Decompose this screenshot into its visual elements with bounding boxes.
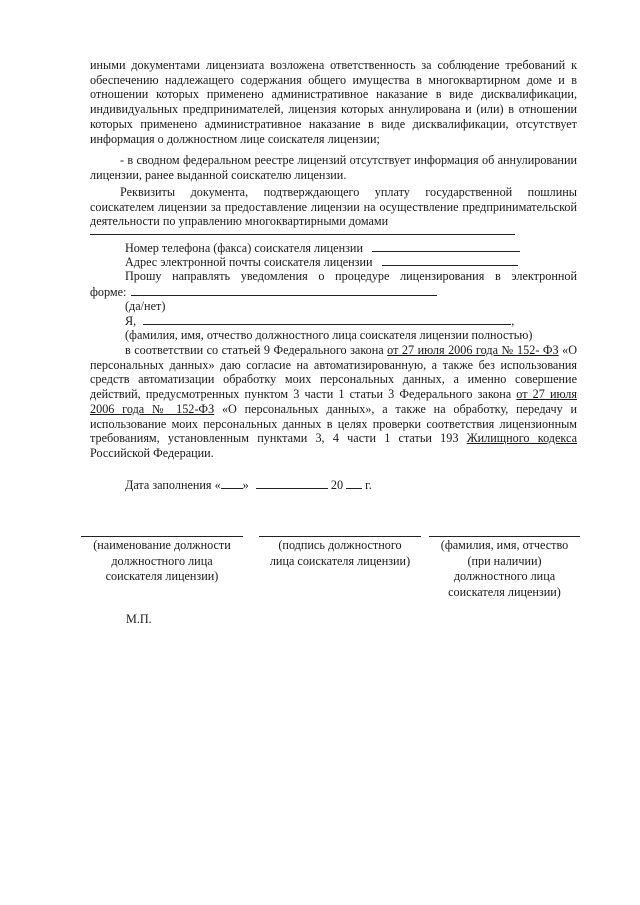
caption-position-line-2: должностного лица xyxy=(111,553,213,568)
date-year-prefix: 20 xyxy=(330,478,344,492)
consent-part-4: Российской Федерации. xyxy=(90,445,214,460)
paragraph-responsibility: иными документами лицензиата возложена ответственность за соблюдение требований к обеспечению надлежащего содержания общего имущества в многоквартирном доме и в отношении которых применено административное наказание в виде дисквалификации, индивидуальных предпринимателей, лицензия которых аннулирована и (или) в отношении которых применено административное наказание в виде дисквалификации, отсутствует информация о должностном лице соискателя лицензии; xyxy=(90,58,577,146)
notify-request: Прошу направлять уведомления о процедуре лицензирования в электронной xyxy=(125,269,577,283)
date-day-field[interactable] xyxy=(221,477,243,489)
email-label: Адрес электронной почты соискателя лицензии xyxy=(125,255,373,269)
fio-comma: , xyxy=(511,314,515,328)
phone-field[interactable] xyxy=(372,240,520,252)
date-year-field[interactable] xyxy=(346,477,362,489)
fee-requisites-line[interactable] xyxy=(90,234,515,235)
fullname-signature-line[interactable] xyxy=(429,536,580,537)
email-field[interactable] xyxy=(382,254,518,266)
date-label: Дата заполнения « xyxy=(125,478,221,492)
notify-form-field[interactable] xyxy=(131,284,437,296)
fio-row xyxy=(125,313,514,329)
caption-position-line-1: (наименование должности xyxy=(93,538,231,552)
yes-no-hint: (да/нет) xyxy=(125,299,166,313)
date-year-suffix: г. xyxy=(365,478,372,492)
phone-label: Номер телефона (факса) соискателя лицензии xyxy=(125,241,363,255)
notify-form-label: форме: xyxy=(90,285,127,299)
consent-part-2: «О персональных данных» даю согласие на автоматизированную, а также без использования средств автоматизации обработку моих персональных данных, а именно совершение действий, предусмотренных пунктом 3 части 1 статьи 3 Федерального закона xyxy=(90,343,577,402)
law-link-152fz-2[interactable]: от 27 июля 2006 года № 152-ФЗ xyxy=(90,387,577,416)
date-close-quote: » xyxy=(242,478,249,492)
paragraph-fee-requisites: Реквизиты документа, подтверждающего уплату государственной пошлины соискателем лицензии за предоставление лицензии на осуществление предпринимательской деятельности по управлению многоквартирными домами xyxy=(90,185,577,229)
i-label: Я, xyxy=(125,314,137,328)
fill-date-row xyxy=(125,477,372,493)
consent-part-1: в соответствии со статьей 9 Федерального закона xyxy=(125,343,388,357)
fio-field[interactable] xyxy=(143,313,511,325)
caption-signature xyxy=(254,538,426,569)
consent-part-3: «О персональных данных», а также на обработку, передачу и использование моих персональных данных в целях проверки соответствия лицензионным требованиям, установленным пунктами 3, 4 части 1 статьи 193 xyxy=(90,401,577,446)
law-link-152fz[interactable]: от 27 июля 2006 года № 152- ФЗ xyxy=(387,343,559,357)
caption-fullname-line-2: (при наличии) xyxy=(467,553,542,568)
caption-signature-line-2: лица соискателя лицензии) xyxy=(269,553,411,568)
caption-fullname-line-1: (фамилия, имя, отчество xyxy=(440,538,569,552)
email-row xyxy=(125,254,518,270)
fio-hint: (фамилия, имя, отчество должностного лица соискателя лицензии полностью) xyxy=(125,328,533,342)
stamp-place: М.П. xyxy=(126,612,152,626)
caption-position xyxy=(76,538,248,585)
notify-form-row xyxy=(90,284,437,300)
consent-paragraph xyxy=(90,343,577,461)
caption-signature-line-1: (подпись должностного xyxy=(278,538,402,552)
caption-fullname-line-3: должностного лица xyxy=(453,569,556,583)
housing-code-link[interactable]: Жилищного кодекса xyxy=(466,431,578,446)
caption-fullname xyxy=(424,538,585,600)
date-month-field[interactable] xyxy=(256,477,328,489)
signature-line[interactable] xyxy=(259,536,421,537)
position-signature-line[interactable] xyxy=(81,536,243,537)
paragraph-registry: - в сводном федеральном реестре лицензий отсутствует информация об аннулировании лицензии, ранее выданной соискателю лицензии. xyxy=(90,153,577,182)
caption-fullname-line-4: соискателя лицензии) xyxy=(448,584,561,599)
caption-position-line-3: соискателя лицензии) xyxy=(105,569,219,583)
